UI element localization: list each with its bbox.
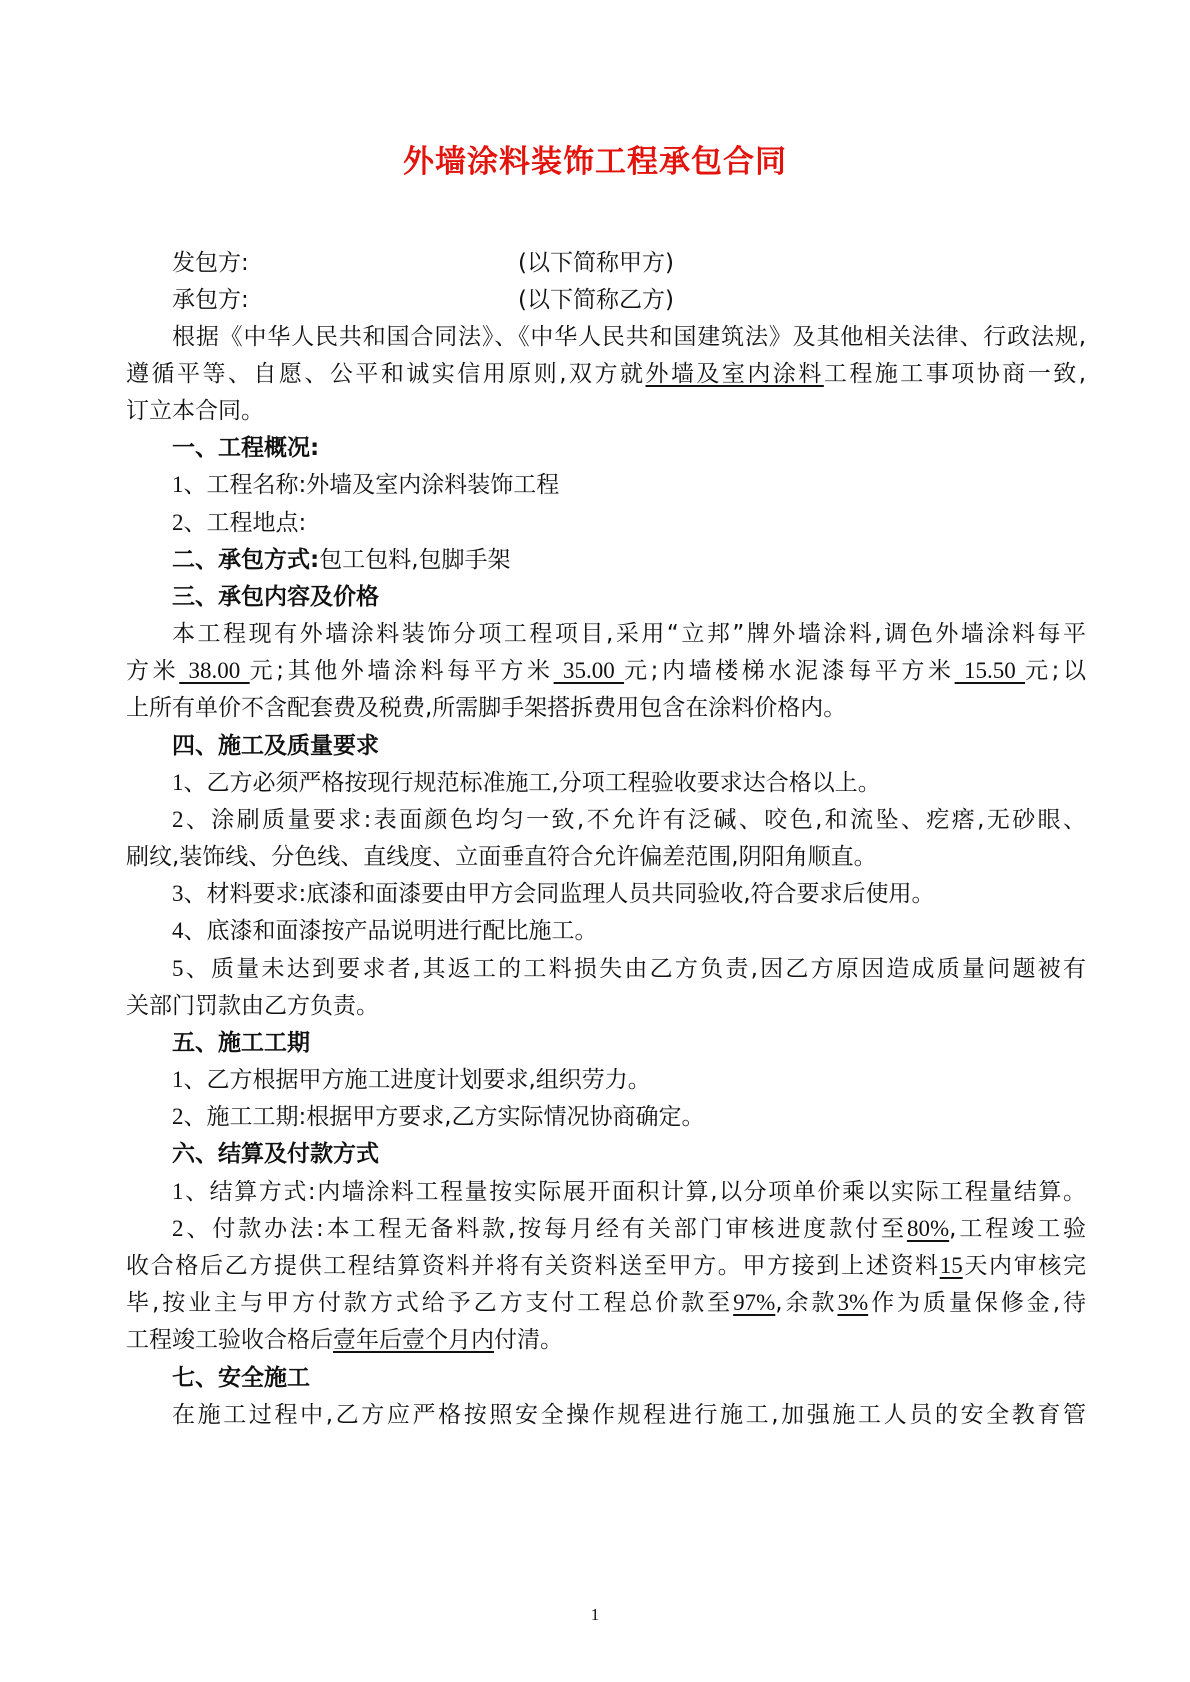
party-a-label: 发包方: <box>172 250 249 276</box>
party-a-note: (以下简称甲方) <box>518 250 674 276</box>
price-value: 35.00 <box>553 658 625 683</box>
intro-line-3: 订立本合同。 <box>126 398 264 424</box>
item-number: 2 <box>172 807 184 832</box>
price-value: 15.50 <box>954 658 1026 683</box>
party-a-line <box>172 243 1086 283</box>
party-b-note: (以下简称乙方) <box>518 287 674 313</box>
item-text: 、施工工期:根据甲方要求,乙方实际情况协商确定。 <box>183 1104 705 1130</box>
s4-item-2 <box>172 800 1086 840</box>
item-number: 1 <box>172 1179 184 1204</box>
party-b-line <box>172 280 1086 320</box>
item-text: 毕,按业主与甲方付款方式给予乙方支付工程总价款至 <box>126 1290 734 1316</box>
item-text: 、工程名称:外墙及室内涂料装饰工程 <box>183 472 560 498</box>
retention-percent: 3% <box>837 1290 869 1315</box>
item-text: 工程竣工验收合格后 <box>126 1327 333 1353</box>
item-number: 3 <box>172 881 184 906</box>
item-number: 5 <box>172 956 184 981</box>
s1-item-1 <box>172 465 1086 505</box>
s6-item-1 <box>172 1172 1086 1212</box>
price-text: 元;以 <box>1025 658 1087 684</box>
s4-item-5 <box>172 949 1086 989</box>
item-text: 、材料要求:底漆和面漆要由甲方会同监理人员共同验收,符合要求后使用。 <box>183 881 935 907</box>
s4-item-3 <box>172 874 1086 914</box>
item-number: 1 <box>172 770 184 795</box>
intro-line-1: 根据《中华人民共和国合同法》、《中华人民共和国建筑法》及其他相关法律、行政法规, <box>172 324 1086 350</box>
item-text: 、工程地点: <box>183 510 307 536</box>
item-text: 、涂刷质量要求:表面颜色均匀一致,不允许有泛碱、咬色,和流坠、疙瘩,无砂眼、 <box>183 807 1086 833</box>
s4-item-2-cont: 刷纹,装饰线、分色线、直线度、立面垂直符合允许偏差范围,阴阳角顺直。 <box>126 844 877 870</box>
item-text: ,工程竣工验 <box>949 1216 1087 1242</box>
item-number: 4 <box>172 918 184 943</box>
s3-line-3: 上所有单价不含配套费及税费,所需脚手架搭拆费用包含在涂料价格内。 <box>126 695 847 721</box>
retention-period: 壹年后壹个月内 <box>333 1327 494 1353</box>
s4-item-4 <box>172 911 1086 951</box>
item-number: 1 <box>172 472 184 497</box>
section-2-line <box>172 540 1086 580</box>
section-2-body: 包工包料,包脚手架 <box>319 547 511 573</box>
item-number: 1 <box>172 1067 184 1092</box>
s6-item-2 <box>172 1209 1086 1249</box>
intro-line-2 <box>126 354 1086 394</box>
item-text: 收合格后乙方提供工程结算资料并将有关资料送至甲方。甲方接到上述资料 <box>126 1253 940 1279</box>
price-value: 38.00 <box>179 658 250 683</box>
s4-item-5-cont: 关部门罚款由乙方负责。 <box>126 993 379 1019</box>
price-text: 元;内墙楼梯水泥漆每平方米 <box>624 658 955 684</box>
section-2-heading: 二、承包方式: <box>172 547 320 573</box>
item-text: 、乙方必须严格按现行规范标准施工,分项工程验收要求达合格以上。 <box>183 770 881 796</box>
s4-item-1 <box>172 763 1086 803</box>
section-6-heading: 六、结算及付款方式 <box>172 1141 379 1167</box>
section-7-heading: 七、安全施工 <box>172 1365 310 1391</box>
section-3-heading: 三、承包内容及价格 <box>172 584 379 610</box>
s5-item-2 <box>172 1097 1086 1137</box>
intro-text: 遵循平等、自愿、公平和诚实信用原则,双方就 <box>126 361 646 387</box>
s6-item-2-cont-1 <box>126 1246 1086 1286</box>
total-payment-percent: 97% <box>733 1290 776 1315</box>
review-days: 15 <box>939 1253 963 1278</box>
item-text: 、结算方式:内墙涂料工程量按实际展开面积计算,以分项单价乘以实际工程量结算。 <box>183 1179 1086 1205</box>
s7-line-1: 在施工过程中,乙方应严格按照安全操作规程进行施工,加强施工人员的安全教育管 <box>172 1402 1086 1428</box>
item-text: 、乙方根据甲方施工进度计划要求,组织劳力。 <box>183 1067 651 1093</box>
project-scope-underlined: 外墙及室内涂料 <box>645 361 824 387</box>
item-text: 天内审核完 <box>962 1253 1087 1279</box>
party-b-label: 承包方: <box>172 287 249 313</box>
contract-title: 外墙涂料装饰工程承包合同 <box>403 144 787 180</box>
section-1-heading: 一、工程概况: <box>172 435 320 461</box>
price-text: 元;其他外墙涂料每平方米 <box>249 658 554 684</box>
item-number: 2 <box>172 1216 184 1241</box>
item-number: 2 <box>172 510 184 535</box>
s3-line-2 <box>126 651 1086 691</box>
item-text: 付清。 <box>494 1327 563 1353</box>
section-5-heading: 五、施工工期 <box>172 1030 310 1056</box>
s6-item-2-cont-2 <box>126 1283 1086 1323</box>
page-number: 1 <box>590 1605 600 1624</box>
item-text: 作为质量保修金,待 <box>868 1290 1087 1316</box>
item-text: 、付款办法:本工程无备料款,按每月经有关部门审核进度款付至 <box>183 1216 907 1242</box>
item-text: ,余款 <box>775 1290 838 1316</box>
s5-item-1 <box>172 1060 1086 1100</box>
intro-text: 工程施工事项协商一致, <box>823 361 1087 387</box>
s3-line-1: 本工程现有外墙涂料装饰分项工程项目,采用“立邦”牌外墙涂料,调色外墙涂料每平 <box>172 621 1086 647</box>
item-text: 、底漆和面漆按产品说明进行配比施工。 <box>183 918 598 944</box>
price-text: 方米 <box>126 658 180 684</box>
item-number: 2 <box>172 1104 184 1129</box>
item-text: 、质量未达到要求者,其返工的工料损失由乙方负责,因乙方原因造成质量问题被有 <box>183 956 1086 982</box>
section-4-heading: 四、施工及质量要求 <box>172 733 379 759</box>
s1-item-2 <box>172 503 1086 543</box>
s6-item-2-cont-3 <box>126 1320 1086 1360</box>
progress-payment-percent: 80% <box>906 1216 950 1241</box>
